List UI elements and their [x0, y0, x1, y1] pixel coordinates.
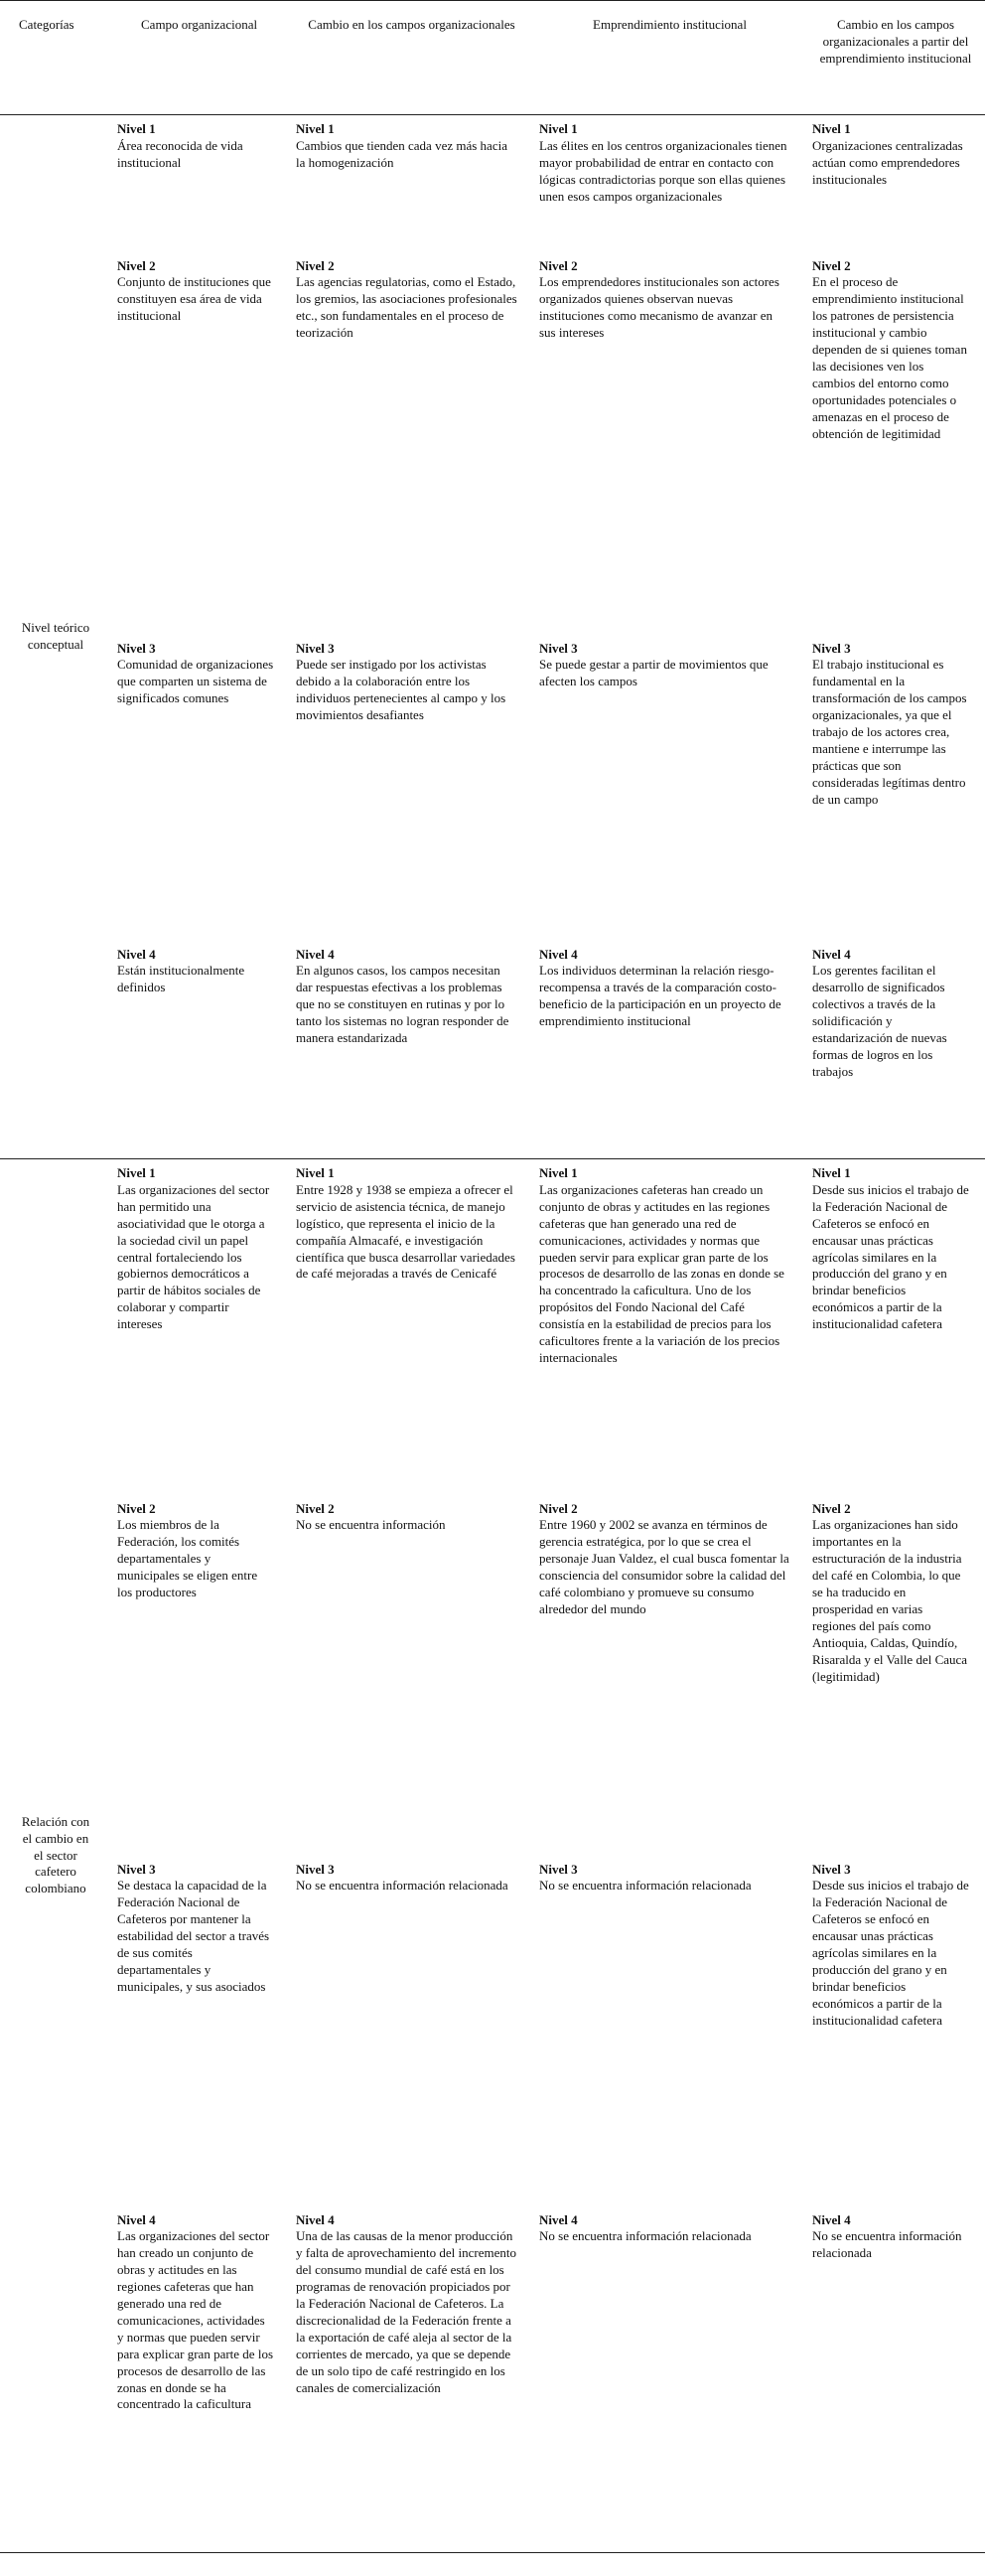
cell-text: Desde sus inicios el trabajo de la Federación Nacional de Cafeteros se enfocó en encausar unas prácticas agrícolas similares en la producción del grano y en brindar beneficios económicos a partir de la institucionalidad cafetera: [812, 1878, 969, 2028]
cell-cambio-campos: [290, 115, 533, 252]
cell-text: Las élites en los centros organizacionales tienen mayor probabilidad de entrar en contacto con lógicas contradictorias porque son ellas quienes unen esos campos organizacionales: [539, 137, 787, 204]
table-row: [0, 1495, 985, 1856]
cell-emprendimiento: [533, 1495, 806, 1856]
level-label: Nivel 2: [296, 1500, 335, 1516]
level-label: Nivel 2: [812, 257, 851, 273]
level-label: Nivel 3: [296, 1861, 335, 1877]
level-label: Nivel 4: [296, 946, 335, 962]
cell-emprendimiento: [533, 1159, 806, 1495]
cell-campo-organizacional: [111, 115, 290, 252]
cell-campo-organizacional: [111, 252, 290, 635]
cell-text: No se encuentra información relacionada: [296, 1878, 508, 1894]
table-row: [0, 2206, 985, 2553]
level-label: Nivel 1: [117, 121, 156, 136]
cell-emprendimiento: [533, 1856, 806, 2206]
table-row: [0, 941, 985, 1159]
header-row: [0, 1, 985, 115]
cell-text: Entre 1960 y 2002 se avanza en términos de gerencia estratégica, por lo que se crea el personaje Juan Valdez, el cual busca fomentar la consciencia del consumidor sobre la calidad del café colombiano y promueve su consumo alrededor del mundo: [539, 1517, 789, 1616]
cell-text: Los gerentes facilitan el desarrollo de significados colectivos a través de la solidificación y estandarización de nuevas formas de logros en los trabajos: [812, 963, 947, 1079]
level-label: Nivel 1: [296, 121, 335, 136]
level-label: Nivel 1: [812, 1165, 851, 1180]
cell-emprendimiento: [533, 941, 806, 1159]
cell-emprendimiento: [533, 635, 806, 941]
level-label: Nivel 1: [296, 1165, 335, 1180]
cell-text: Comunidad de organizaciones que comparten un sistema de significados comunes: [117, 657, 274, 706]
header-cambio-campos: Cambio en los campos organizacionales: [290, 1, 533, 115]
cell-text: No se encuentra información relacionada: [539, 2228, 752, 2244]
cell-text: Organizaciones centralizadas actúan como emprendedores institucionales: [812, 137, 963, 187]
cell-cambio-campos: [290, 941, 533, 1159]
cell-text: Área reconocida de vida institucional: [117, 137, 243, 170]
cell-campo-organizacional: [111, 1856, 290, 2206]
level-label: Nivel 2: [117, 1500, 156, 1516]
table-row: [0, 635, 985, 941]
header-categorias: Categorías: [0, 1, 111, 115]
cell-text: Se puede gestar a partir de movimientos que afecten los campos: [539, 657, 769, 689]
table-row: [0, 1159, 985, 1495]
cell-cambio-campos: [290, 2206, 533, 2553]
cell-cambio-emprendimiento: [806, 1856, 985, 2206]
cell-text: Los individuos determinan la relación riesgo-recompensa a través de la comparación costo-beneficio de la participación en un proyecto de emprendimiento institucional: [539, 963, 781, 1029]
cell-cambio-emprendimiento: [806, 252, 985, 635]
header-cambio-emprendimiento: Cambio en los campos organizacionales a partir del emprendimiento institucional: [806, 1, 985, 115]
level-label: Nivel 3: [539, 1861, 578, 1877]
level-label: Nivel 2: [296, 257, 335, 273]
cell-campo-organizacional: [111, 1159, 290, 1495]
header-emprendimiento: Emprendimiento institucional: [533, 1, 806, 115]
level-label: Nivel 3: [117, 1861, 156, 1877]
cell-cambio-emprendimiento: [806, 115, 985, 252]
cell-text: Los miembros de la Federación, los comités departamentales y municipales se eligen entre los productores: [117, 1517, 258, 1600]
table-row: [0, 1856, 985, 2206]
cell-text: Entre 1928 y 1938 se empieza a ofrecer el servicio de asistencia técnica, de manejo logístico, que representa el inicio de la compañía Almacafé, e investigación científica que busca desarrollar variedades de café mejoradas a través de Cenicafé: [296, 1181, 515, 1282]
cell-text: Una de las causas de la menor producción y falta de aprovechamiento del incremento del consumo mundial de café está en los programas de renovación propiciados por la Federación Nacional de Cafeteros. La discrecionalidad de la Federación frente a la exportación de café aleja al sector de la corrientes de mercado, ya que se depende de un solo tipo de café restringido en los canales de comercialización: [296, 2228, 516, 2395]
cell-campo-organizacional: [111, 941, 290, 1159]
level-label: Nivel 1: [539, 121, 578, 136]
cell-cambio-emprendimiento: [806, 1159, 985, 1495]
cell-text: No se encuentra información: [296, 1517, 446, 1533]
cell-campo-organizacional: [111, 635, 290, 941]
level-label: Nivel 3: [812, 1861, 851, 1877]
cell-text: Están institucionalmente definidos: [117, 963, 245, 995]
level-label: Nivel 4: [812, 946, 851, 962]
cell-text: Las organizaciones del sector han creado un conjunto de obras y actitudes en las regiones cafeteras que han generado una red de comunicaciones, actividades y normas que pueden servir para explicar gran parte de los procesos de desarrollo de las zonas en donde se ha concentrado la caficultura: [117, 2228, 274, 2412]
level-label: Nivel 4: [812, 2211, 851, 2227]
cell-cambio-emprendimiento: [806, 2206, 985, 2553]
level-label: Nivel 1: [812, 121, 851, 136]
table-row: [0, 115, 985, 252]
level-label: Nivel 2: [812, 1500, 851, 1516]
category-cell: [0, 1159, 111, 2553]
cell-text: Las organizaciones han sido importantes en la estructuración de la industria del café en Colombia, lo que se ha traducido en prosperidad en varias regiones del país como Antioquia, Caldas, Quindío, Risaralda y el Valle del Cauca (legitimidad): [812, 1517, 968, 1684]
level-label: Nivel 2: [539, 257, 578, 273]
cell-cambio-campos: [290, 635, 533, 941]
level-label: Nivel 3: [812, 640, 851, 656]
cell-campo-organizacional: [111, 2206, 290, 2553]
cell-campo-organizacional: [111, 1495, 290, 1856]
cell-text: No se encuentra información relacionada: [539, 1878, 752, 1894]
category-label: Relación con el cambio en el sector cafetero colombiano: [21, 1813, 90, 1896]
category-label: Nivel teórico conceptual: [21, 620, 90, 652]
cell-text: Las organizaciones cafeteras han creado un conjunto de obras y actitudes en las regiones cafeteras que han generado una red de comunicaciones, actividades y normas que pueden servir para explicar gran parte de los procesos de desarrollo de las zonas en donde se ha concentrado la caficultura. Uno de los propósitos del Fondo Nacional del Café consistía en la estabilidad de precios para los caficultores frente a la variación de los precios internacionales: [539, 1181, 784, 1365]
cell-text: Desde sus inicios el trabajo de la Federación Nacional de Cafeteros se enfocó en encausar unas prácticas agrícolas similares en la producción del grano y en brindar beneficios económicos a partir de la institucionalidad cafetera: [812, 1181, 969, 1332]
level-label: Nivel 3: [296, 640, 335, 656]
cell-cambio-emprendimiento: [806, 635, 985, 941]
category-cell: [0, 115, 111, 1159]
cell-emprendimiento: [533, 2206, 806, 2553]
header-campo-organizacional: Campo organizacional: [111, 1, 290, 115]
level-label: Nivel 4: [117, 2211, 156, 2227]
level-label: Nivel 3: [117, 640, 156, 656]
level-label: Nivel 4: [296, 2211, 335, 2227]
cell-emprendimiento: [533, 252, 806, 635]
level-label: Nivel 4: [539, 946, 578, 962]
level-label: Nivel 2: [539, 1500, 578, 1516]
cell-text: Conjunto de instituciones que constituyen esa área de vida institucional: [117, 274, 271, 324]
cell-text: En algunos casos, los campos necesitan dar respuestas efectivas a los problemas que no se constituyen en rutinas y por lo tanto los sistemas no logran responder de manera estandarizada: [296, 963, 509, 1046]
cell-cambio-emprendimiento: [806, 1495, 985, 1856]
cell-cambio-campos: [290, 252, 533, 635]
cell-text: Cambios que tienden cada vez más hacia la homogenización: [296, 137, 507, 170]
level-label: Nivel 1: [117, 1165, 156, 1180]
cell-text: Los emprendedores institucionales son actores organizados quienes observan nuevas instituciones como mecanismo de avanzar en sus intereses: [539, 274, 779, 341]
cell-text: Se destaca la capacidad de la Federación Nacional de Cafeteros por mantener la estabilidad del sector a través de sus comités departamentales y municipales, y sus asociados: [117, 1878, 270, 1994]
level-label: Nivel 4: [117, 946, 156, 962]
cell-emprendimiento: [533, 115, 806, 252]
cell-text: En el proceso de emprendimiento institucional los patrones de persistencia institucional y cambio dependen de si quienes toman las decisiones ven los cambios del entorno como oportunidades potenciales o amenazas en el proceso de obtención de legitimidad: [812, 274, 967, 441]
cell-cambio-campos: [290, 1159, 533, 1495]
level-label: Nivel 4: [539, 2211, 578, 2227]
level-label: Nivel 3: [539, 640, 578, 656]
level-label: Nivel 1: [539, 1165, 578, 1180]
cell-cambio-emprendimiento: [806, 941, 985, 1159]
cell-cambio-campos: [290, 1856, 533, 2206]
table-row: [0, 252, 985, 635]
cell-text: No se encuentra información relacionada: [812, 2228, 962, 2261]
cell-text: Las organizaciones del sector han permitido una asociatividad que le otorga a la sociedad civil un papel central fortaleciendo los gobiernos democráticos a partir de hábitos sociales de colaborar y compartir intereses: [117, 1181, 270, 1332]
cell-text: Las agencias regulatorias, como el Estado, los gremios, las asociaciones profesionales etc., son fundamentales en el proceso de teorización: [296, 274, 517, 341]
cell-text: Puede ser instigado por los activistas debido a la colaboración entre los individuos pertenecientes al campo y los movimientos desafiantes: [296, 657, 506, 723]
cell-cambio-campos: [290, 1495, 533, 1856]
level-label: Nivel 2: [117, 257, 156, 273]
cell-text: El trabajo institucional es fundamental en la transformación de los campos organizacionales, ya que el trabajo de los actores crea, mantiene e interrumpe las prácticas que son consideradas legítimas dentro de un campo: [812, 657, 967, 807]
